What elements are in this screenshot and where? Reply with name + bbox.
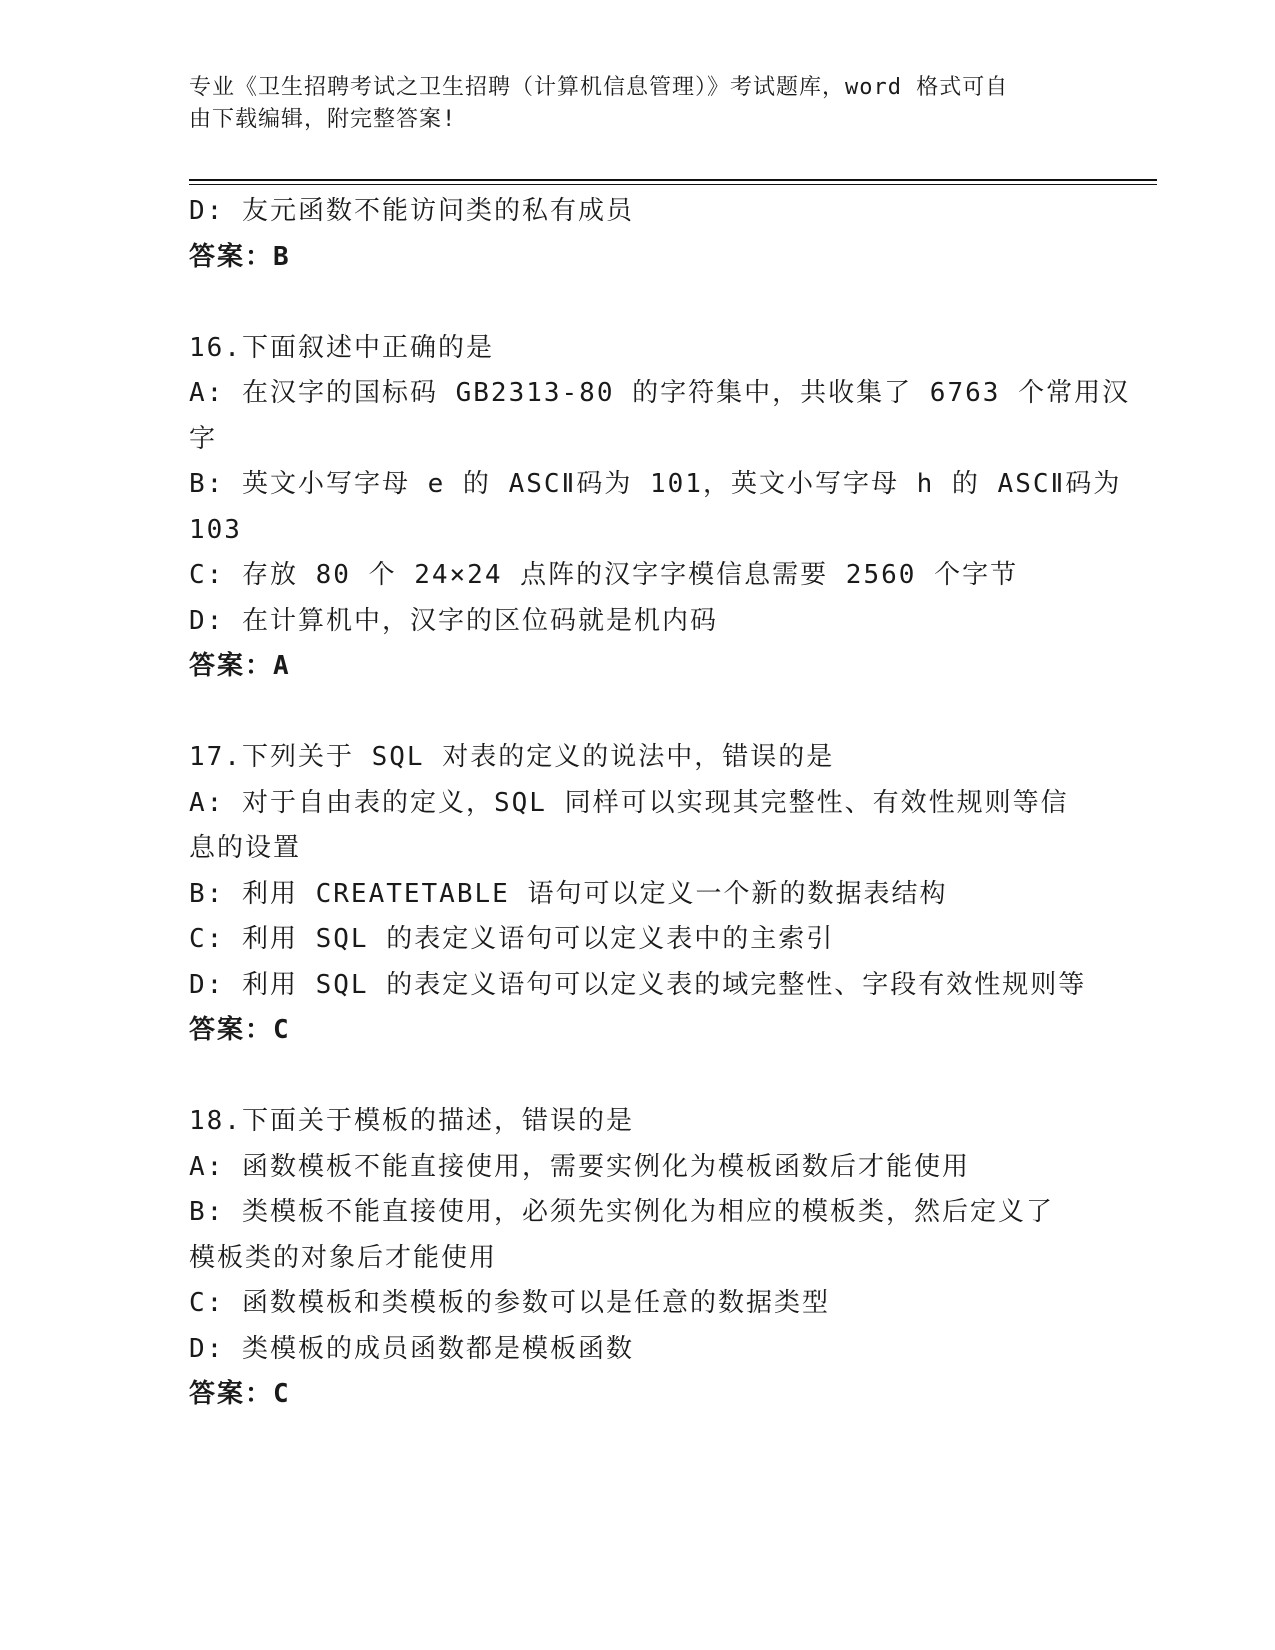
answer-line: 答案：B xyxy=(189,241,291,272)
header-line-2: 由下载编辑，附完整答案! xyxy=(189,107,457,132)
prev-question-tail xyxy=(189,189,1089,280)
option-a: A: 对于自由表的定义，SQL 同样可以实现其完整性、有效性规则等信 xyxy=(189,787,1069,818)
option-c: C: 存放 80 个 24×24 点阵的汉字字模信息需要 2560 个字节 xyxy=(189,560,1019,590)
answer-line: 答案：C xyxy=(189,1379,291,1409)
option-b-continued: 103 xyxy=(189,514,242,545)
option-c: C: 利用 SQL 的表定义语句可以定义表中的主索引 xyxy=(189,924,835,954)
option-b: B: 类模板不能直接使用，必须先实例化为相应的模板类，然后定义了 xyxy=(189,1197,1054,1227)
header-line-1: 专业《卫生招聘考试之卫生招聘（计算机信息管理）》考试题库，word 格式可自 xyxy=(189,75,1009,100)
question-17 xyxy=(189,735,1089,1054)
spacer xyxy=(189,690,1089,736)
option-d: D: 类模板的成员函数都是模板函数 xyxy=(189,1333,634,1364)
header-rule-thin xyxy=(189,184,1157,185)
question-18 xyxy=(189,1099,1089,1418)
option-d: D: 友元函数不能访问类的私有成员 xyxy=(189,196,634,226)
option-a: A: 函数模板不能直接使用，需要实例化为模板函数后才能使用 xyxy=(189,1151,970,1182)
answer-line: 答案：C xyxy=(189,1015,291,1045)
option-a-continued: 字 xyxy=(189,423,218,454)
option-d: D: 在计算机中，汉字的区位码就是机内码 xyxy=(189,605,718,636)
option-b-continued: 模板类的对象后才能使用 xyxy=(189,1242,498,1273)
header-rule-thick xyxy=(189,179,1157,181)
question-stem: 18.下面关于模板的描述，错误的是 xyxy=(189,1106,634,1136)
spacer xyxy=(189,1054,1089,1100)
question-stem: 16.下面叙述中正确的是 xyxy=(189,332,494,363)
answer-line: 答案：A xyxy=(189,651,291,681)
option-a: A: 在汉字的国标码 GB2313-80 的字符集中，共收集了 6763 个常用汉 xyxy=(189,378,1131,408)
option-a-continued: 息的设置 xyxy=(189,833,302,863)
document-header xyxy=(189,72,1089,136)
option-b: B: 利用 CREATETABLE 语句可以定义一个新的数据表结构 xyxy=(189,878,948,909)
option-b: B: 英文小写字母 e 的 ASCⅡ码为 101，英文小写字母 h 的 ASCⅡ码为 xyxy=(189,469,1122,499)
question-stem: 17.下列关于 SQL 对表的定义的说法中，错误的是 xyxy=(189,742,835,772)
question-16 xyxy=(189,326,1131,690)
spacer xyxy=(189,280,1089,326)
option-c: C: 函数模板和类模板的参数可以是任意的数据类型 xyxy=(189,1288,830,1318)
question-content xyxy=(189,189,1131,1418)
option-d: D: 利用 SQL 的表定义语句可以定义表的域完整性、字段有效性规则等 xyxy=(189,969,1087,1000)
